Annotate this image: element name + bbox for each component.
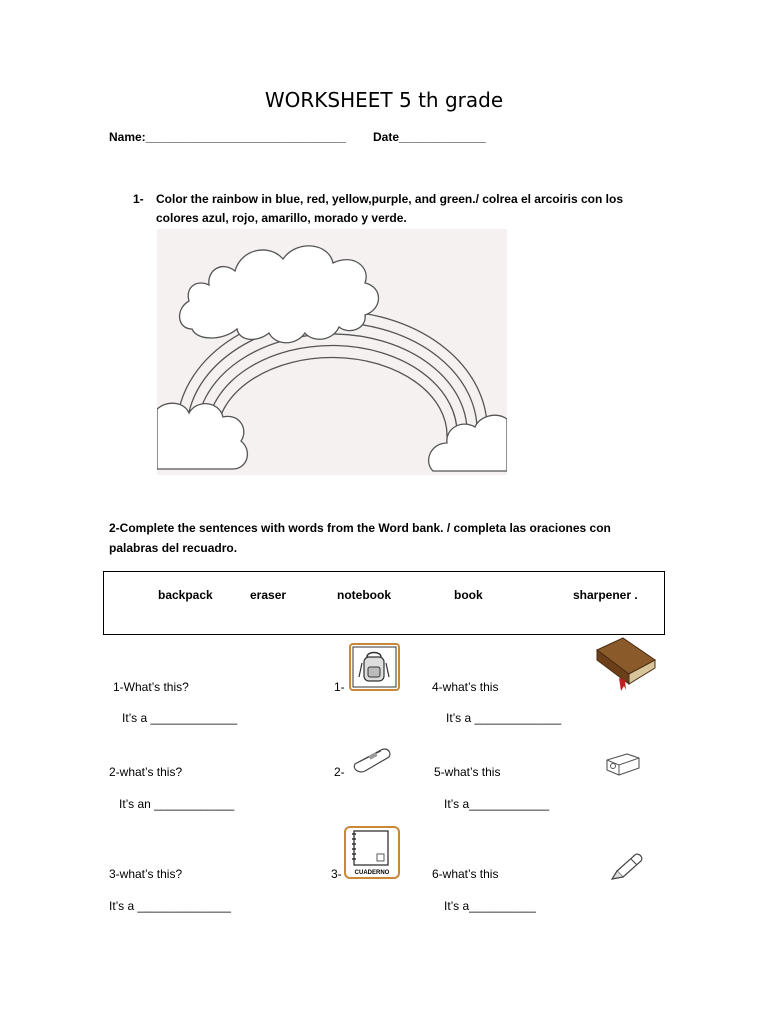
- word-bank-item: notebook: [337, 588, 391, 602]
- item-number-2: 2-: [334, 765, 345, 779]
- answer-3[interactable]: It’s a ______________: [109, 899, 231, 913]
- word-bank-item: book: [454, 588, 483, 602]
- section1-instruction-line2: colores azul, rojo, amarillo, morado y verde.: [156, 211, 407, 225]
- answer-6[interactable]: It’s a__________: [444, 899, 536, 913]
- section2-instruction-line1: 2-Complete the sentences with words from the Word bank. / completa las oraciones con: [109, 521, 611, 535]
- item-number-1: 1-: [334, 680, 345, 694]
- question-2: 2-what’s this?: [109, 765, 183, 779]
- notebook-cover-text: CUADERNO: [354, 870, 390, 876]
- question-3: 3-what’s this?: [109, 867, 183, 881]
- section1-instruction-line1: Color the rainbow in blue, red, yellow,purple, and green./ colrea el arcoiris con los: [156, 192, 623, 206]
- word-bank-item: sharpener .: [573, 588, 638, 602]
- question-5: 5-what’s this: [434, 765, 501, 779]
- word-bank-item: eraser: [250, 588, 287, 602]
- name-field[interactable]: Name:______________________________: [109, 130, 346, 144]
- notebook-icon: [344, 826, 400, 879]
- eraser-icon: [351, 744, 393, 774]
- question-6: 6-what’s this: [432, 867, 499, 881]
- section2-instruction-line2: palabras del recuadro.: [109, 541, 238, 555]
- date-field[interactable]: Date_____________: [373, 130, 486, 144]
- pencil-icon: [607, 849, 647, 881]
- question-1: 1-What’s this?: [113, 680, 189, 694]
- book-icon: [593, 636, 657, 692]
- answer-1[interactable]: It’s a _____________: [122, 711, 238, 725]
- word-bank-box: [103, 571, 665, 635]
- backpack-icon: [349, 643, 400, 691]
- item-number-3: 3-: [331, 867, 342, 881]
- sharpener-icon: [603, 750, 643, 778]
- page-title: WORKSHEET 5 th grade: [264, 88, 504, 112]
- word-bank-item: backpack: [158, 588, 213, 602]
- section1-number: 1-: [133, 192, 144, 206]
- rainbow-image: [157, 229, 507, 475]
- answer-2[interactable]: It’s an ____________: [119, 797, 235, 811]
- answer-4[interactable]: It’s a _____________: [446, 711, 562, 725]
- answer-5[interactable]: It’s a____________: [444, 797, 550, 811]
- question-4: 4-what’s this: [432, 680, 499, 694]
